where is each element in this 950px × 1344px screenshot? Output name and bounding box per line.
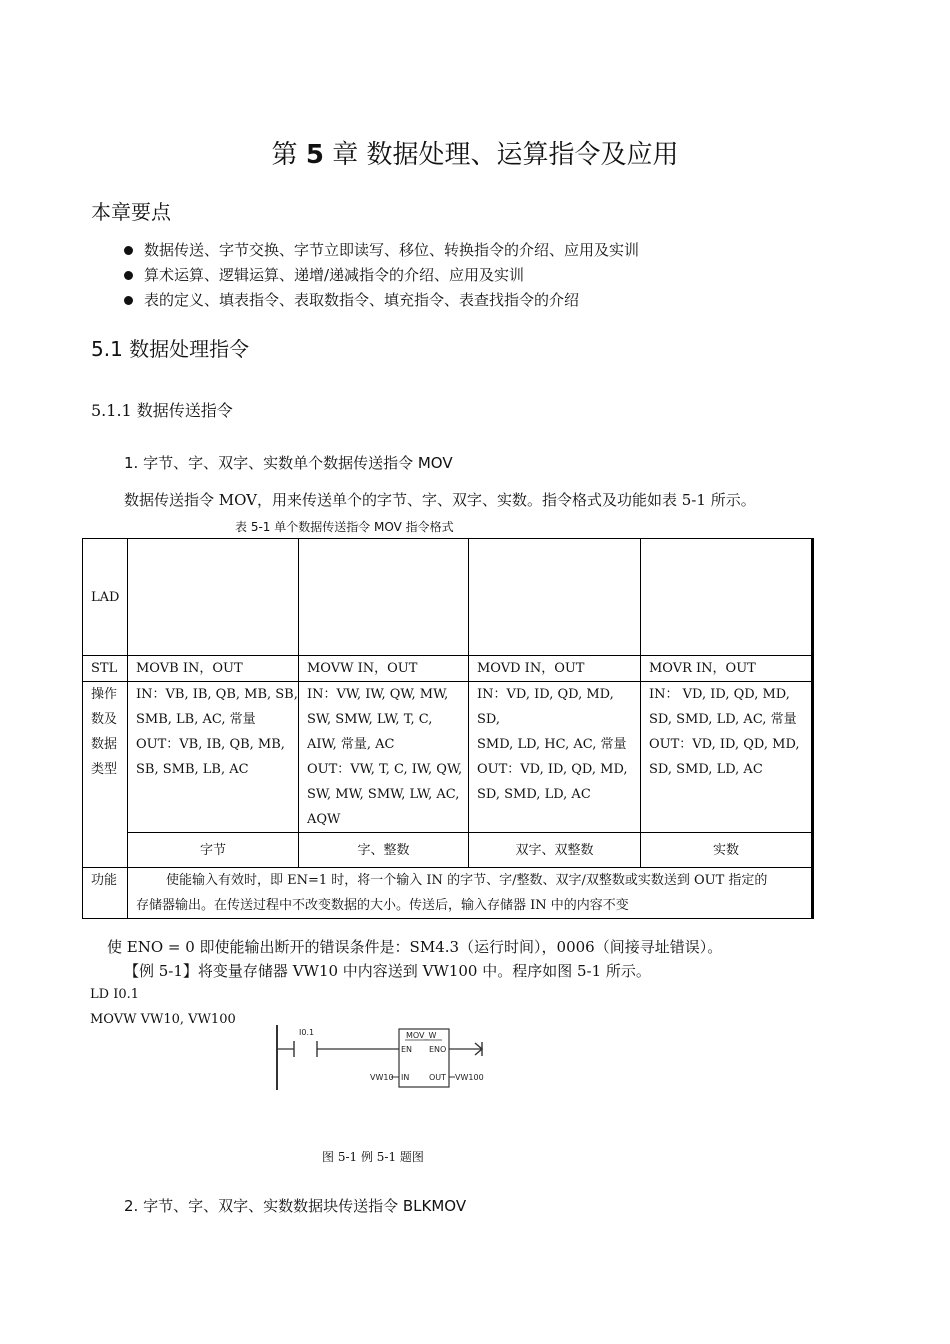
table-row-operands: [83, 682, 813, 833]
table-row-data-types: [83, 833, 813, 868]
table-row-stl: [83, 656, 813, 682]
lad-cell: [641, 539, 813, 656]
subsection-heading-1: 1. 字节、字、双字、实数单个数据传送指令 MOV: [124, 454, 453, 472]
eno-pin: ENO: [429, 1045, 447, 1054]
bullet-icon: [124, 271, 133, 280]
en-pin: EN: [401, 1045, 413, 1054]
list-item: 数据传送、字节交换、字节立即读写、移位、转换指令的介绍、应用及实训: [124, 238, 639, 263]
operand-label: 操作 数及 数据 类型: [83, 682, 128, 868]
stl-cell: MOVD IN，OUT: [469, 656, 641, 682]
stl-cell: MOVW IN，OUT: [299, 656, 469, 682]
operand-cell: IN：VW, IW, QW, MW, SW, SMW, LW, T, C, AIW, 常量, AC OUT：VW, T, C, IW, QW, SW, MW, SMW, LW, AC, AQW: [299, 682, 469, 833]
stl-cell: MOVR IN，OUT: [641, 656, 813, 682]
lad-cell: [299, 539, 469, 656]
data-type-cell: 字、整数: [299, 833, 469, 868]
section-heading-5-1: 5.1 数据处理指令: [91, 337, 250, 361]
eno-note: 使 ENO = 0 即使能输出断开的错误条件是：SM4.3（运行时间），0006（间接寻址错误）。: [107, 938, 723, 956]
out-operand: VW100: [455, 1073, 484, 1082]
in-operand: VW10: [370, 1073, 394, 1082]
box-title: MOV_W: [406, 1031, 437, 1040]
chapter-number: 5: [305, 140, 324, 170]
list-item: 表的定义、填表指令、表取数指令、填充指令、表查找指令的介绍: [124, 288, 639, 313]
out-pin: OUT: [429, 1073, 447, 1082]
code-line-movw: MOVW VW10, VW100: [90, 1012, 236, 1027]
mov-instruction-table: [82, 538, 814, 919]
bullet-icon: [124, 246, 133, 255]
function-label: 功能: [83, 868, 128, 919]
section-heading-5-1-1: 5.1.1 数据传送指令: [91, 401, 233, 420]
in-pin: IN: [401, 1073, 410, 1082]
lad-cell: [469, 539, 641, 656]
data-type-cell: 实数: [641, 833, 813, 868]
figure-caption: 图 5-1 例 5-1 题图: [322, 1150, 424, 1164]
list-item: 算术运算、逻辑运算、递增/递减指令的介绍、应用及实训: [124, 263, 639, 288]
table-row-function: [83, 868, 813, 919]
code-line-ld: LD I0.1: [90, 987, 139, 1002]
chapter-title: 第 5 章 数据处理、运算指令及应用: [271, 140, 679, 170]
intro-paragraph: 数据传送指令 MOV，用来传送单个的字节、字、双字、实数。指令格式及功能如表 5-1 所示。: [124, 491, 756, 509]
lad-cell: [128, 539, 299, 656]
operand-cell: IN：VD, ID, QD, MD, SD, SMD, LD, HC, AC, 常量 OUT：VD, ID, QD, MD, SD, SMD, LD, AC: [469, 682, 641, 833]
data-type-cell: 双字、双整数: [469, 833, 641, 868]
table-row-lad: [83, 539, 813, 656]
function-cell: 使能输入有效时，即 EN=1 时，将一个输入 IN 的字节、字/整数、双字/双整数或实数送到 OUT 指定的 存储器输出。在传送过程中不改变数据的大小。传送后，输入存储器 IN 中的内容不变: [128, 868, 813, 919]
bullet-icon: [124, 296, 133, 305]
operand-cell: IN：VB, IB, QB, MB, SB, SMB, LB, AC, 常量 OUT：VB, IB, QB, MB, SB, SMB, LB, AC: [128, 682, 299, 833]
table-caption: 表 5-1 单个数据传送指令 MOV 指令格式: [235, 520, 454, 534]
key-points-title: 本章要点: [91, 200, 171, 224]
key-points-list: [124, 238, 639, 313]
subsection-heading-2: 2. 字节、字、双字、实数数据块传送指令 BLKMOV: [124, 1197, 467, 1215]
stl-cell: MOVB IN，OUT: [128, 656, 299, 682]
stl-label: STL: [83, 656, 128, 682]
contact-label: I0.1: [299, 1028, 315, 1037]
example-title: 【例 5-1】将变量存储器 VW10 中内容送到 VW100 中。程序如图 5-1 所示。: [124, 962, 651, 980]
operand-cell: IN： VD, ID, QD, MD, SD, SMD, LD, AC, 常量 OUT：VD, ID, QD, MD, SD, SMD, LD, AC: [641, 682, 813, 833]
lad-label: LAD: [83, 539, 128, 656]
data-type-cell: 字节: [128, 833, 299, 868]
ladder-diagram: [272, 1023, 490, 1093]
